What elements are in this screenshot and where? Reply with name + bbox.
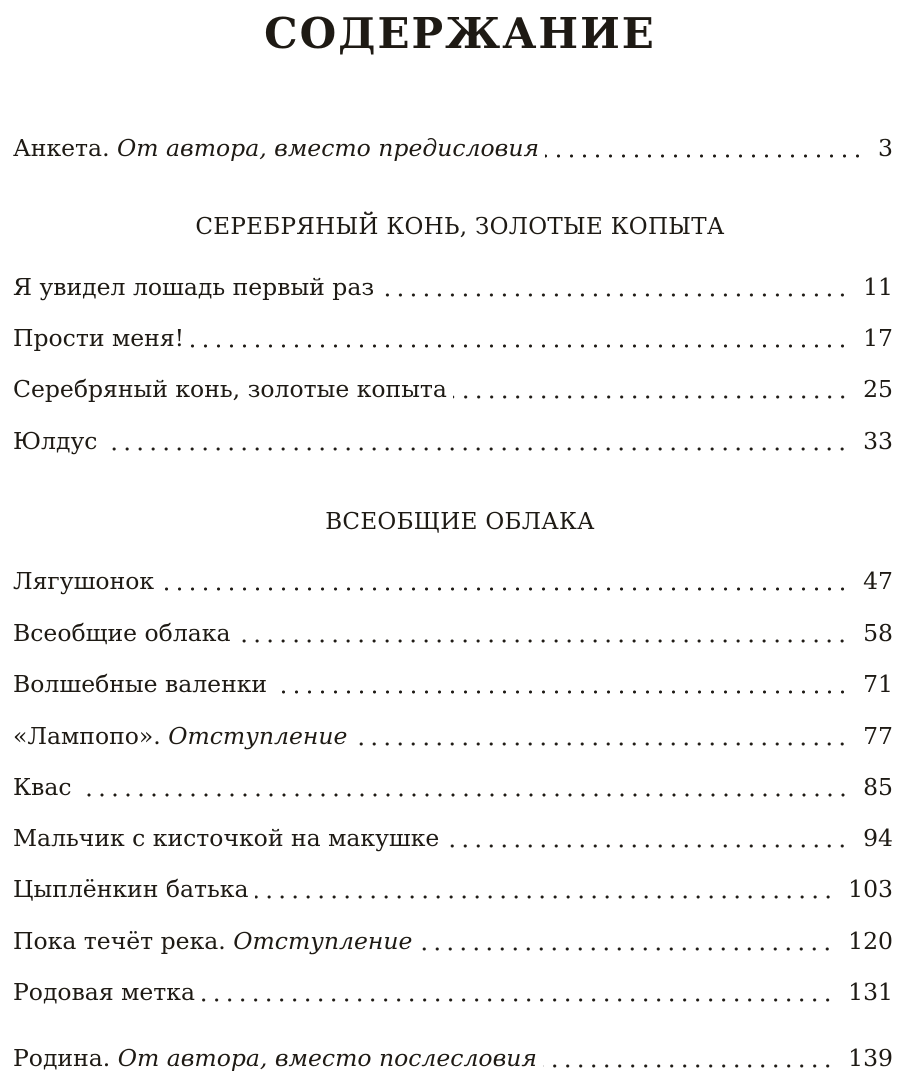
section-heading: ВСЕОБЩИЕ ОБЛАКА: [325, 509, 595, 535]
dot-leader: [545, 154, 864, 158]
page-number: 71: [863, 670, 893, 698]
page-number: 77: [863, 722, 893, 750]
toc-entry[interactable]: [13, 616, 893, 650]
toc-entry[interactable]: [13, 424, 893, 458]
dot-leader: [201, 998, 834, 1002]
entry-title: Серебряный конь, золотые копыта: [13, 375, 447, 403]
page-number: 120: [848, 927, 893, 955]
dot-leader: [236, 639, 849, 643]
toc-entry[interactable]: [13, 924, 893, 958]
toc-entry-intro[interactable]: [13, 131, 893, 165]
entry-title: Квас: [13, 773, 72, 801]
page-number: 131: [848, 978, 893, 1006]
page-number: 58: [863, 619, 893, 647]
entry-title: Юлдус: [13, 427, 98, 455]
page-number: 103: [848, 875, 893, 903]
dot-leader: [380, 293, 849, 297]
toc-entry[interactable]: [13, 372, 893, 406]
dot-leader: [445, 844, 849, 848]
dot-leader: [160, 587, 849, 591]
entry-title: Анкета. От автора, вместо предисловия: [13, 134, 540, 162]
entry-title: Пока течёт река. Отступление: [13, 927, 413, 955]
entry-title: Цыплёнкин батька: [13, 875, 249, 903]
entry-title: «Лампопо». Отступление: [13, 722, 348, 750]
entry-title: Лягушонок: [13, 567, 155, 595]
entry-title: Волшебные валенки: [13, 670, 268, 698]
toc-entry[interactable]: [13, 564, 893, 598]
entry-title: Всеобщие облака: [13, 619, 231, 647]
dot-leader: [78, 793, 850, 797]
dot-leader: [543, 1064, 834, 1068]
toc-entry[interactable]: [13, 770, 893, 804]
dot-leader: [418, 947, 834, 951]
dot-leader: [190, 344, 849, 348]
page-number: 3: [878, 134, 893, 162]
page-number: 11: [863, 273, 893, 301]
page-number: 17: [863, 324, 893, 352]
toc-entry[interactable]: [13, 321, 893, 355]
toc-entry[interactable]: [13, 821, 893, 855]
entry-title: Прости меня!: [13, 324, 185, 352]
toc-entry[interactable]: [13, 975, 893, 1009]
page-title: СОДЕРЖАНИЕ: [264, 9, 656, 58]
toc-entry[interactable]: [13, 719, 893, 753]
entry-title: Мальчик с кисточкой на макушке: [13, 824, 440, 852]
dot-leader: [103, 447, 849, 451]
toc-entry[interactable]: [13, 667, 893, 701]
page-number: 25: [863, 375, 893, 403]
section-heading: СЕРЕБРЯНЫЙ КОНЬ, ЗОЛОТЫЕ КОПЫТА: [195, 214, 725, 240]
toc-entry[interactable]: [13, 270, 893, 304]
dot-leader: [273, 690, 849, 694]
dot-leader: [255, 895, 835, 899]
dot-leader: [453, 395, 849, 399]
page-number: 139: [848, 1044, 893, 1072]
toc-entry[interactable]: [13, 872, 893, 906]
page-number: 33: [863, 427, 893, 455]
dot-leader: [353, 742, 849, 746]
page-number: 85: [863, 773, 893, 801]
toc-entry-outro[interactable]: [13, 1041, 893, 1075]
entry-title: Родина. От автора, вместо послесловия: [13, 1044, 537, 1072]
entry-title: Родовая метка: [13, 978, 195, 1006]
entry-title: Я увидел лошадь первый раз: [13, 273, 375, 301]
page-number: 94: [863, 824, 893, 852]
page-number: 47: [863, 567, 893, 595]
